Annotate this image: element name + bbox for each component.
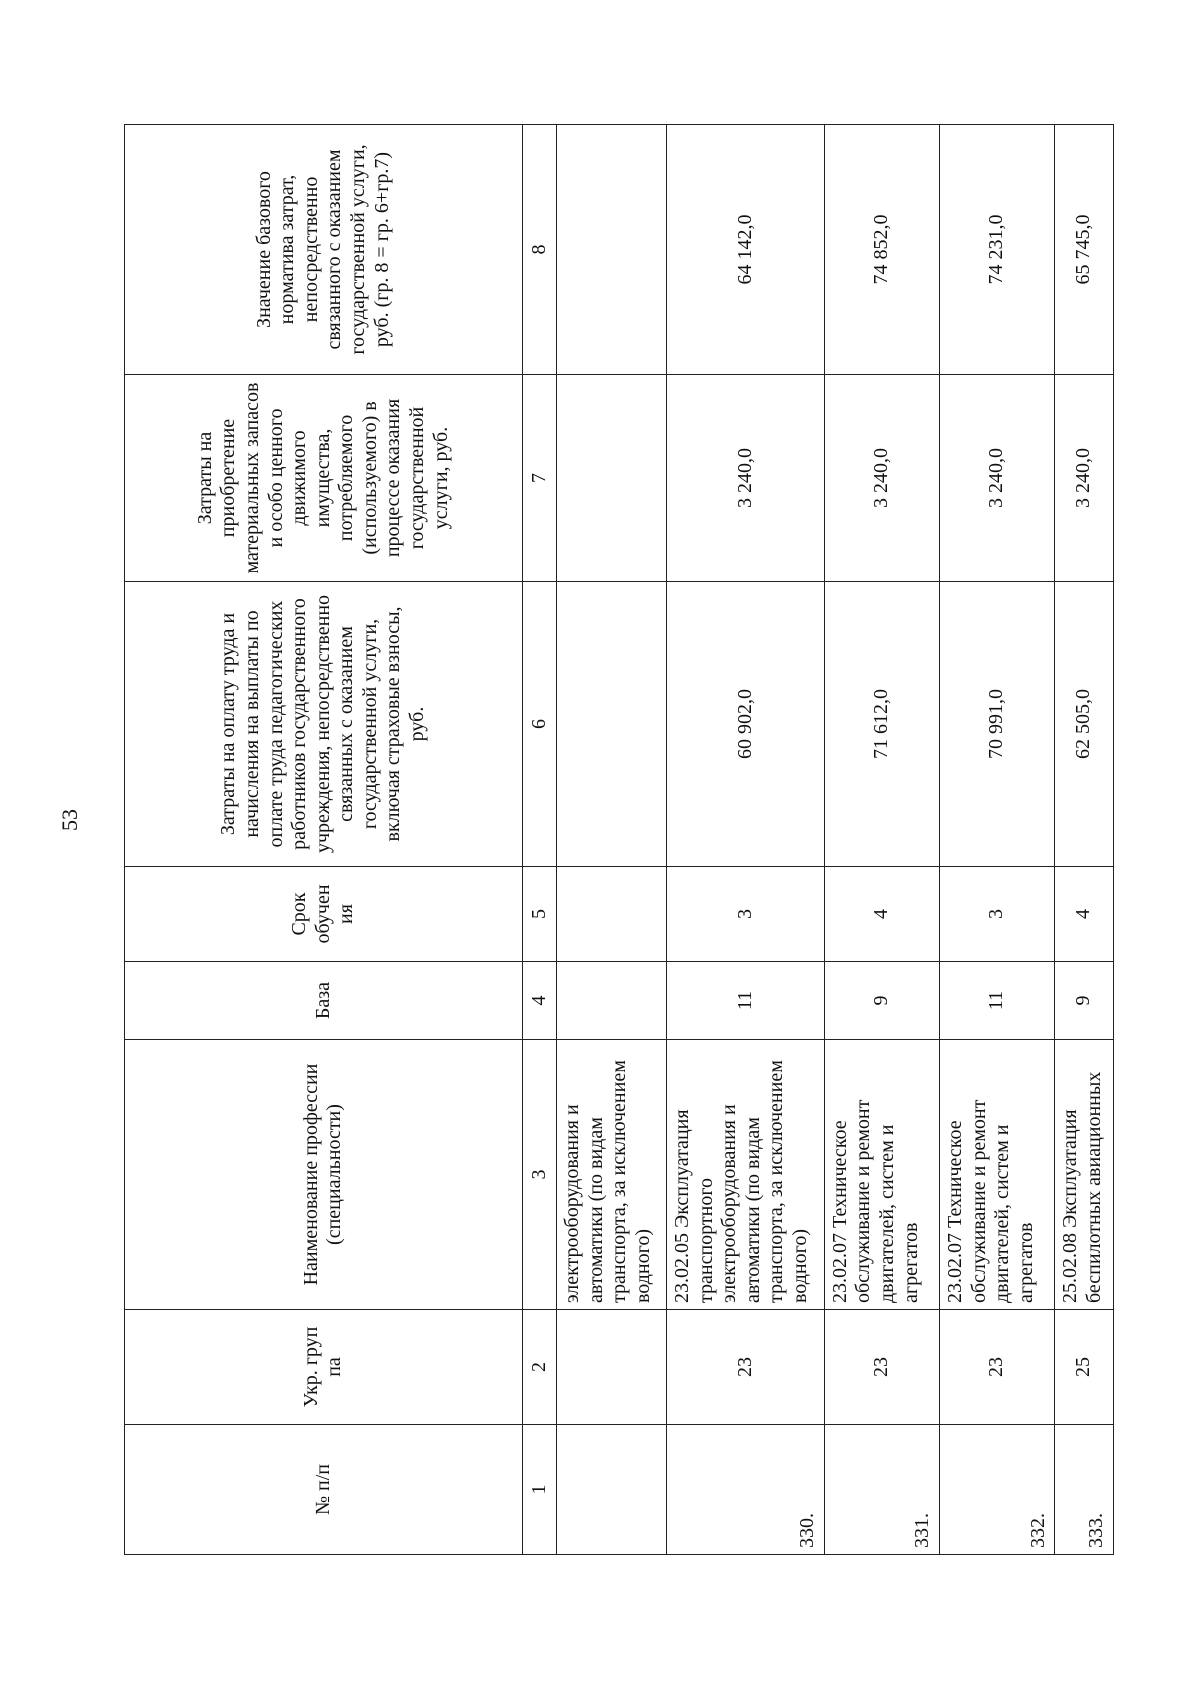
base-cell: 9 <box>824 962 939 1040</box>
total-cost-cell: 64 142,0 <box>667 125 825 375</box>
column-number: 2 <box>522 1310 556 1425</box>
table-row <box>939 125 1054 1555</box>
materials-cost-cell: 3 240,0 <box>824 375 939 582</box>
group-cell: 23 <box>939 1310 1054 1425</box>
labor-cost-cell: 70 991,0 <box>939 582 1054 867</box>
term-cell: 3 <box>939 867 1054 962</box>
row-number: 332. <box>939 1425 1054 1555</box>
table-row <box>1055 125 1114 1555</box>
base-cell: 11 <box>939 962 1054 1040</box>
materials-cost-cell: 3 240,0 <box>667 375 825 582</box>
materials-cost-cell: 3 240,0 <box>939 375 1054 582</box>
total-cost-cell: 74 852,0 <box>824 125 939 375</box>
labor-cost-cell: 71 612,0 <box>824 582 939 867</box>
continuation-row <box>557 125 667 1555</box>
group-cell: 25 <box>1055 1310 1114 1425</box>
labor-cost-cell: 62 505,0 <box>1055 582 1114 867</box>
column-number: 4 <box>522 962 556 1040</box>
group-cell: 23 <box>667 1310 825 1425</box>
column-number: 5 <box>522 867 556 962</box>
header-cell: Наименование профессии (специальности) <box>125 1040 523 1310</box>
header-cell: Срок обучен ия <box>125 867 523 962</box>
column-number-row <box>522 125 556 1555</box>
column-number: 6 <box>522 582 556 867</box>
header-cell: Укр. груп па <box>125 1310 523 1425</box>
term-cell: 4 <box>824 867 939 962</box>
rotated-table-container <box>124 125 1114 1555</box>
header-cell: Затраты на оплату труда и начисления на выплаты по оплате труда педагогических работников государственного учреждения, непосредственно связанных с оказанием государственной услуги, включая страховые взносы, руб. <box>125 582 523 867</box>
continuation-name: электрооборудования и автоматики (по видам транспорта, за исключением водного) <box>557 1040 667 1310</box>
table-row <box>667 125 825 1555</box>
column-number: 7 <box>522 375 556 582</box>
table-row <box>824 125 939 1555</box>
column-number: 3 <box>522 1040 556 1310</box>
total-cost-cell: 74 231,0 <box>939 125 1054 375</box>
table-header-row <box>125 125 523 1555</box>
header-cell: Затраты на приобретение материальных запасов и особо ценного движимого имущества, потребляемого (используемого) в процессе оказания государственной услуги, руб. <box>125 375 523 582</box>
header-cell: База <box>125 962 523 1040</box>
total-cost-cell: 65 745,0 <box>1055 125 1114 375</box>
header-cell: № п/п <box>125 1425 523 1555</box>
cost-norms-table <box>124 124 1114 1555</box>
materials-cost-cell: 3 240,0 <box>1055 375 1114 582</box>
profession-name: 23.02.05 Эксплуатация транспортного электрооборудования и автоматики (по видам транспорта, за исключением водного) <box>667 1040 825 1310</box>
labor-cost-cell: 60 902,0 <box>667 582 825 867</box>
profession-name: 23.02.07 Техническое обслуживание и ремонт двигателей, систем и агрегатов <box>824 1040 939 1310</box>
base-cell: 9 <box>1055 962 1114 1040</box>
base-cell: 11 <box>667 962 825 1040</box>
row-number: 331. <box>824 1425 939 1555</box>
row-number: 333. <box>1055 1425 1114 1555</box>
term-cell: 4 <box>1055 867 1114 962</box>
column-number: 1 <box>522 1425 556 1555</box>
profession-name: 25.02.08 Эксплуатация беспилотных авиационных <box>1055 1040 1114 1310</box>
row-number: 330. <box>667 1425 825 1555</box>
page-number: 53 <box>57 809 82 831</box>
column-number: 8 <box>522 125 556 375</box>
header-cell: Значение базового норматива затрат, непосредственно связанного с оказанием государственной услуги, руб. (гр. 8 = гр. 6+гр.7) <box>125 125 523 375</box>
term-cell: 3 <box>667 867 825 962</box>
group-cell: 23 <box>824 1310 939 1425</box>
profession-name: 23.02.07 Техническое обслуживание и ремонт двигателей, систем и агрегатов <box>939 1040 1054 1310</box>
